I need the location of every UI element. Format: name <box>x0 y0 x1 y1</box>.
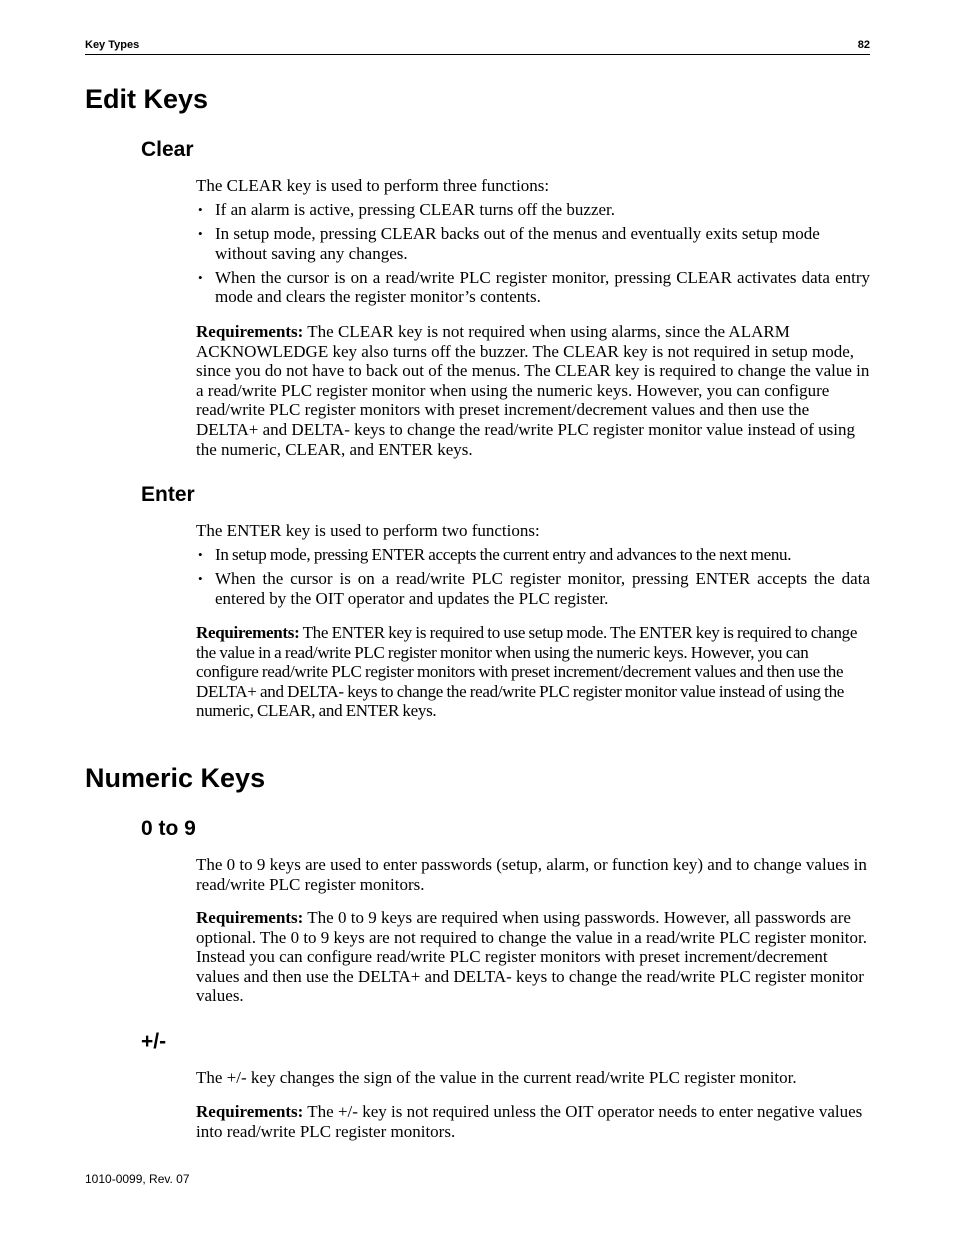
heading-clear: Clear <box>141 138 194 161</box>
enter-bullet-list <box>196 545 870 608</box>
plus-minus-intro: The +/- key changes the sign of the value in the current read/write PLC register monitor. <box>196 1068 797 1087</box>
heading-0-to-9: 0 to 9 <box>141 817 196 840</box>
clear-section-body <box>196 176 870 312</box>
enter-requirements <box>196 623 870 721</box>
list-item: • When the cursor is on a read/write PLC register monitor, pressing CLEAR activates data entry mode and clears the register monitor’s contents. <box>198 267 870 307</box>
requirements-text: The +/- key is not required unless the OIT operator needs to enter negative values into read/write PLC register monitors. <box>196 1102 863 1141</box>
heading-enter: Enter <box>141 483 195 506</box>
plus-minus-requirements <box>196 1102 870 1141</box>
requirements-label: Requirements: <box>196 908 304 927</box>
zero-to-nine-intro: The 0 to 9 keys are used to enter passwords (setup, alarm, or function key) and to change values in read/write PLC register monitors. <box>196 855 867 894</box>
list-item: • In setup mode, pressing CLEAR backs out of the menus and eventually exits setup mode without saving any changes. <box>198 224 820 263</box>
heading-numeric-keys: Numeric Keys <box>85 763 266 793</box>
clear-intro: The CLEAR key is used to perform three functions: <box>196 176 550 195</box>
list-item: • In setup mode, pressing ENTER accepts the current entry and advances to the next menu. <box>198 545 792 565</box>
clear-bullet-list <box>196 200 870 307</box>
requirements-text: The 0 to 9 keys are required when using passwords. However, all passwords are optional. The 0 to 9 keys are not required to change the value in a read/write PLC register monitor. Instead you can configure read/write PLC register monitors with preset increment/decrement values and then use the DELTA+ and DELTA- keys to change the read/write PLC register monitor values. <box>196 908 867 1006</box>
enter-section-body <box>196 521 870 613</box>
heading-edit-keys: Edit Keys <box>85 84 209 114</box>
list-item: • If an alarm is active, pressing CLEAR turns off the buzzer. <box>198 200 616 220</box>
heading-plus-minus: +/- <box>141 1030 167 1053</box>
requirements-label: Requirements: <box>196 322 304 341</box>
running-header <box>85 38 870 55</box>
header-page-number: 82 <box>857 39 870 51</box>
clear-requirements <box>196 322 870 459</box>
list-item: • When the cursor is on a read/write PLC register monitor, pressing ENTER accepts the data entered by the OIT operator and updates the PLC register. <box>198 569 870 608</box>
header-section-title: Key Types <box>85 39 140 51</box>
footer-document-id: 1010-0099, Rev. 07 <box>85 1172 190 1186</box>
requirements-text: The ENTER key is required to use setup mode. The ENTER key is required to change the value in a read/write PLC register monitor when using the numeric keys. However, you can configure read/write PLC register monitors with preset increment/decrement values and then use the DELTA+ and DELTA- keys to change the read/write PLC register monitor value instead of using the numeric, CLEAR, and ENTER keys. <box>196 623 858 721</box>
requirements-label: Requirements: <box>196 1102 304 1121</box>
requirements-label: Requirements: <box>196 623 300 642</box>
requirements-text: The CLEAR key is not required when using alarms, since the ALARM ACKNOWLEDGE key also turns off the buzzer. The CLEAR key is not required in setup mode, since you do not have to back out of the menus. The CLEAR key is required to change the value in a read/write PLC register monitor when using the numeric keys. However, you can configure read/write PLC register monitors with preset increment/decrement values and then use the DELTA+ and DELTA- keys to change the read/write PLC register monitor value instead of using the numeric, CLEAR, and ENTER keys. <box>196 322 870 459</box>
zero-to-nine-requirements <box>196 908 870 1006</box>
enter-intro: The ENTER key is used to perform two functions: <box>196 521 540 540</box>
